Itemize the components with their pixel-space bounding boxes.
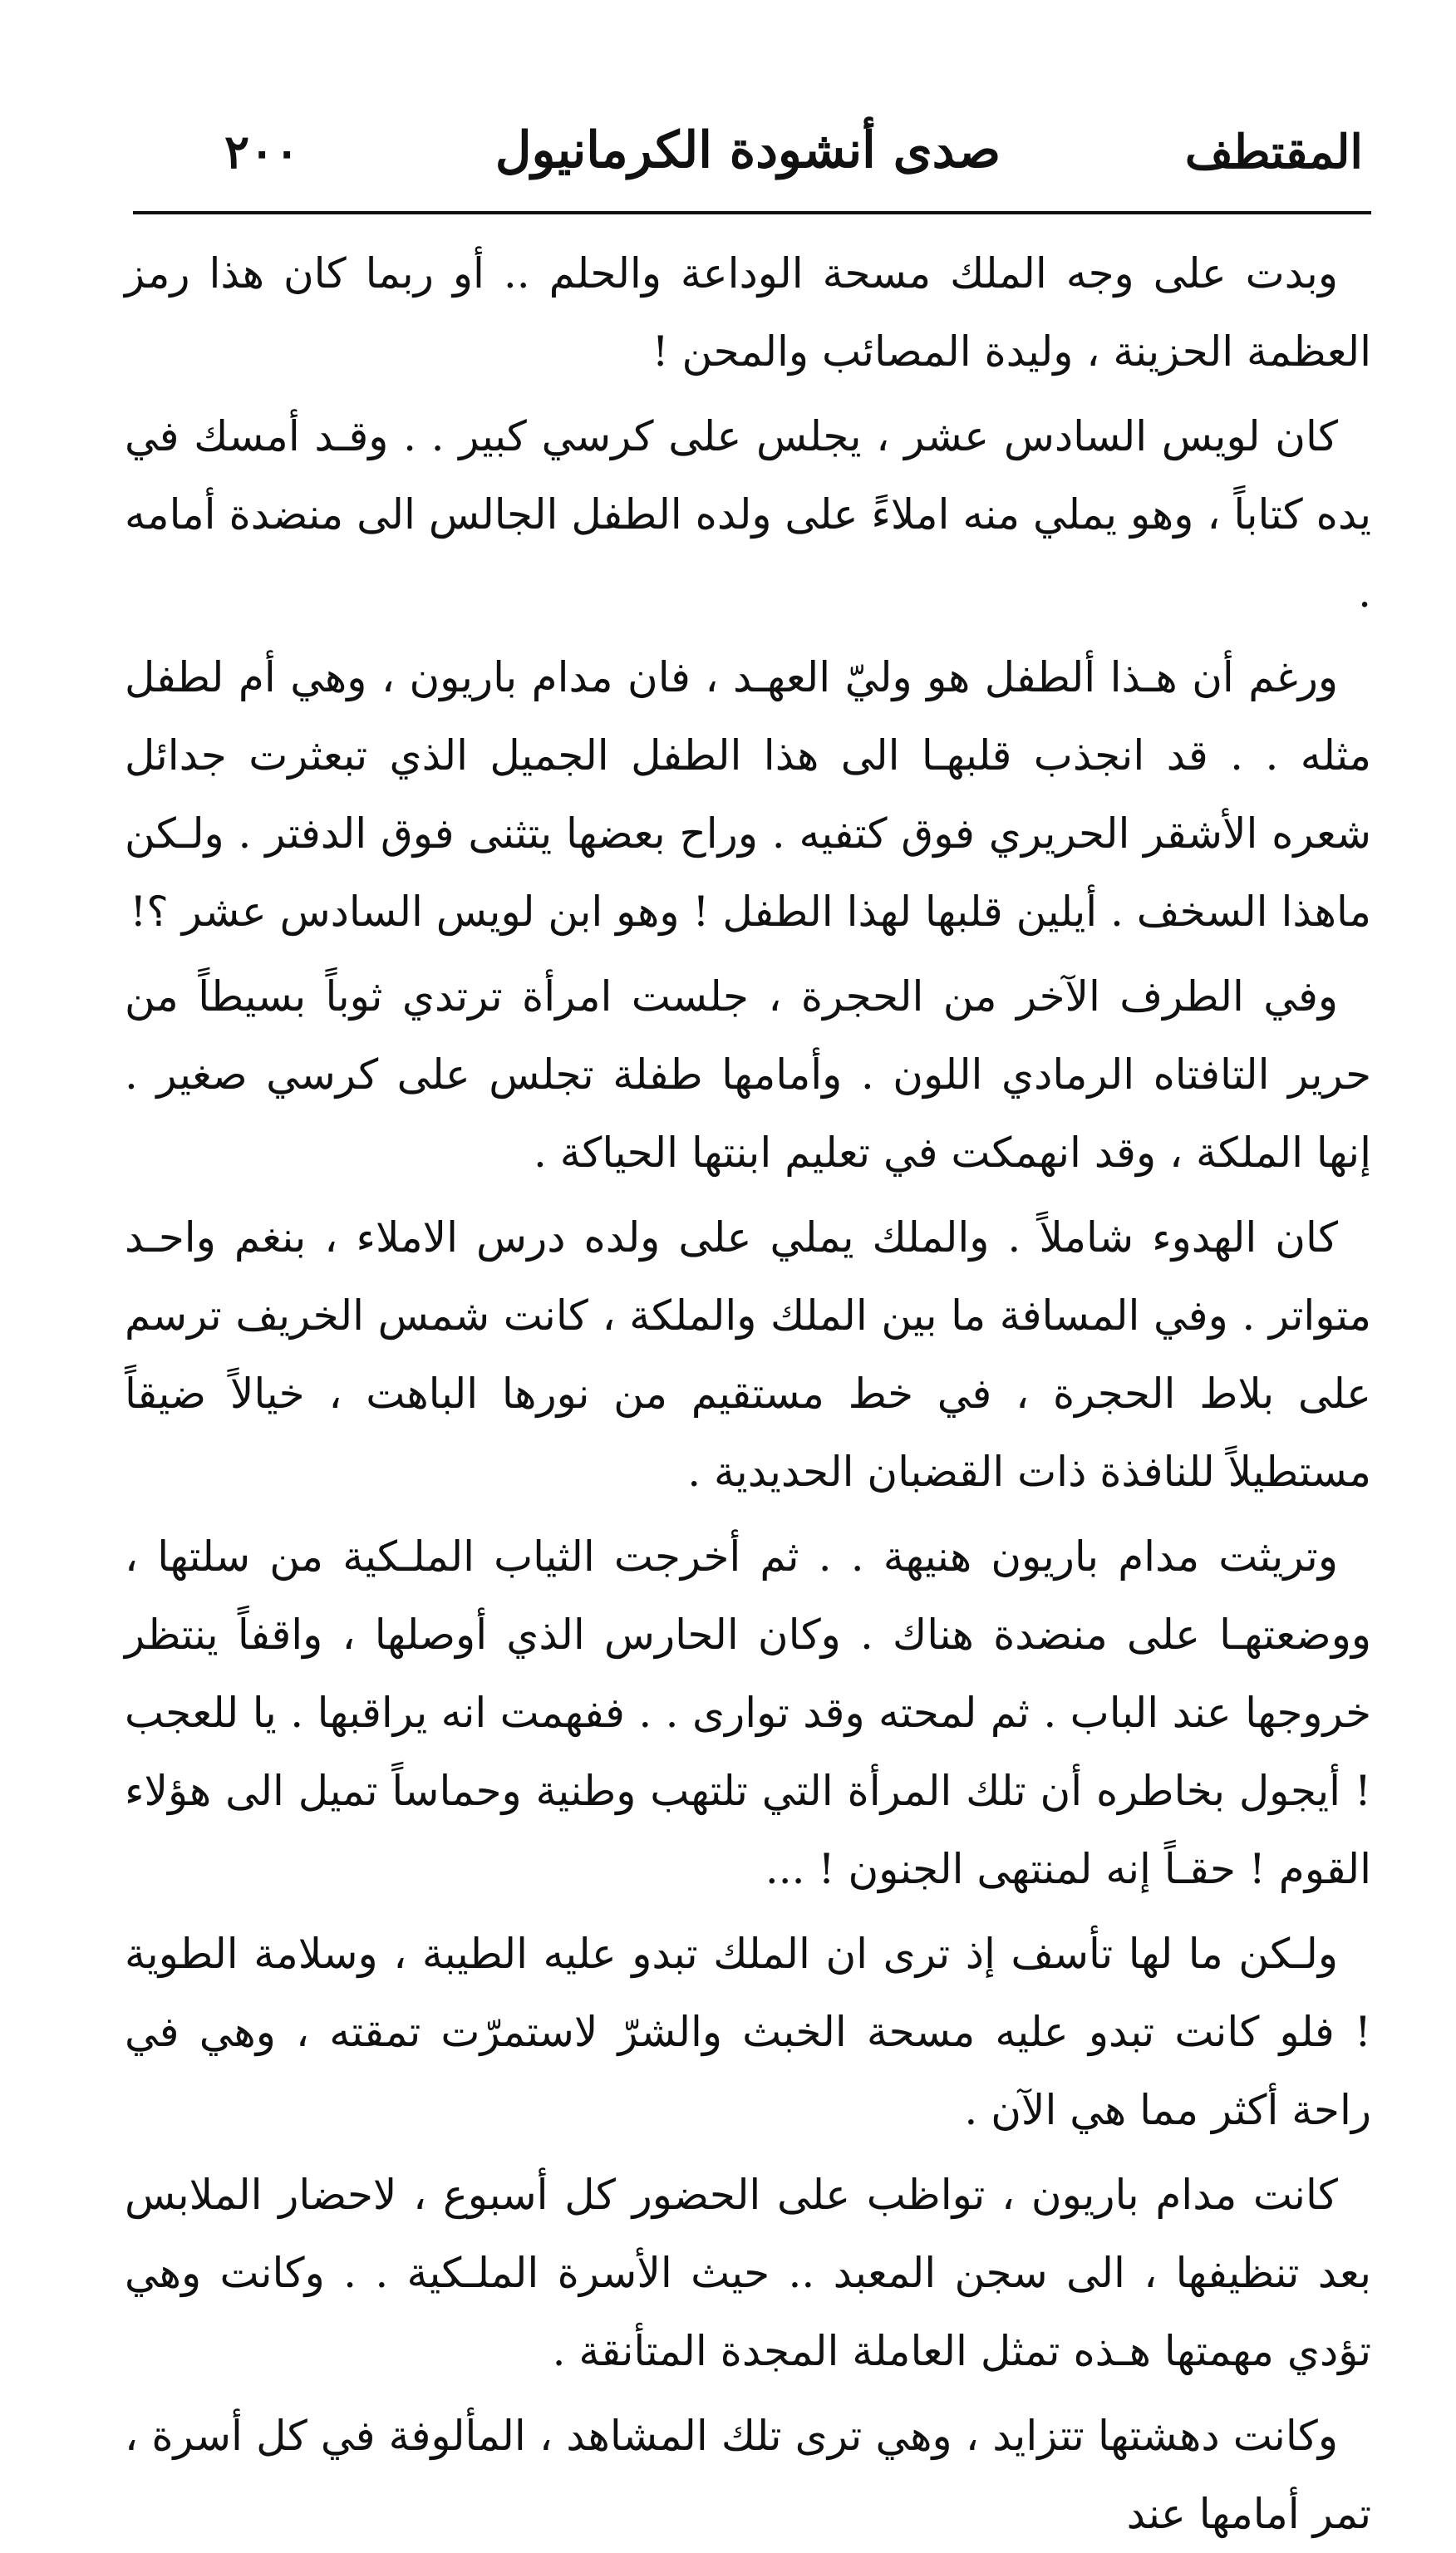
journal-name: المقتطف xyxy=(1184,125,1363,180)
paragraph: وبدت على وجه الملك مسحة الوداعة والحلم .. أو ربما كان هذا رمز العظمة الحزينة ، وليدة المصائب والمحن ! xyxy=(125,249,1371,376)
paragraph: ولـكن ما لها تأسف إذ ترى ان الملك تبدو عليه الطيبة ، وسلامة الطوية ! فلو كانت تبدو عليه مسحة الخبث والشرّ لاستمرّت تمقته ، وهي في راحة أكثر مما هي الآن . xyxy=(125,1930,1371,2134)
paragraph: كانت مدام باريون ، تواظب على الحضور كل أسبوع ، لاحضار الملابس بعد تنظيفها ، الى سجن المعبد .. حيث الأسرة الملـكية . . وكانت وهي تؤدي مهمتها هـذه تمثل العاملة المجدة المتأنقة . xyxy=(125,2171,1371,2375)
header-rule xyxy=(133,211,1371,214)
page-number: ٢٠٠ xyxy=(224,125,300,180)
paragraph: وكانت دهشتها تتزايد ، وهي ترى تلك المشاهد ، المألوفة في كل أسرة ، تمر أمامها عند xyxy=(125,2412,1371,2538)
article-title: صدى أنشودة الكرمانيول xyxy=(494,121,1001,180)
paragraph: كان لويس السادس عشر ، يجلس على كرسي كبير . . وقـد أمسك في يده كتاباً ، وهو يملي منه املاءً على ولده الطفل الجالس الى منضدة أمامه . xyxy=(125,412,1371,617)
paragraph: كان الهدوء شاملاً . والملك يملي على ولده درس الاملاء ، بنغم واحـد متواتر . وفي المسافة ما بين الملك والملكة ، كانت شمس الخريف ترسم على بلاط الحجرة ، في خط مستقيم من نورها الباهت ، خيالاً ضيقاً مستطيلاً للنافذة ذات القضبان الحديدية . xyxy=(125,1213,1371,1496)
document-page xyxy=(125,108,1371,2538)
paragraph: ورغم أن هـذا ألطفل هو وليّ العهـد ، فان مدام باريون ، وهي أم لطفل مثله . . قد انجذب قلبهـا الى هذا الطفل الجميل الذي تبعثرت جدائل شعره الأشقر الحريري فوق كتفيه . وراح بعضها يتثنى فوق الدفتر . ولـكن ماهذا السخف . أيلين قلبها لهذا الطفل ! وهو ابن لويس السادس عشر ؟! xyxy=(125,653,1371,936)
paragraph: وتريثت مدام باريون هنيهة . . ثم أخرجت الثياب الملـكية من سلتها ، ووضعتهـا على منضدة هناك . وكان الحارس الذي أوصلها ، واقفاً ينتظر خروجها عند الباب . ثم لمحته وقد توارى . . ففهمت انه يراقبها . يا للعجب ! أيجول بخاطره أن تلك المرأة التي تلتهب وطنية وحماساً تميل الى هؤلاء القوم ! حقـاً إنه لمنتهى الجنون ! ... xyxy=(125,1532,1371,1893)
paragraph: وفي الطرف الآخر من الحجرة ، جلست امرأة ترتدي ثوباً بسيطاً من حرير التافتاه الرمادي اللون . وأمامها طفلة تجلس على كرسي صغير . إنها الملكة ، وقد انهمكت في تعليم ابنتها الحياكة . xyxy=(125,972,1371,1177)
page-header xyxy=(125,108,1371,199)
